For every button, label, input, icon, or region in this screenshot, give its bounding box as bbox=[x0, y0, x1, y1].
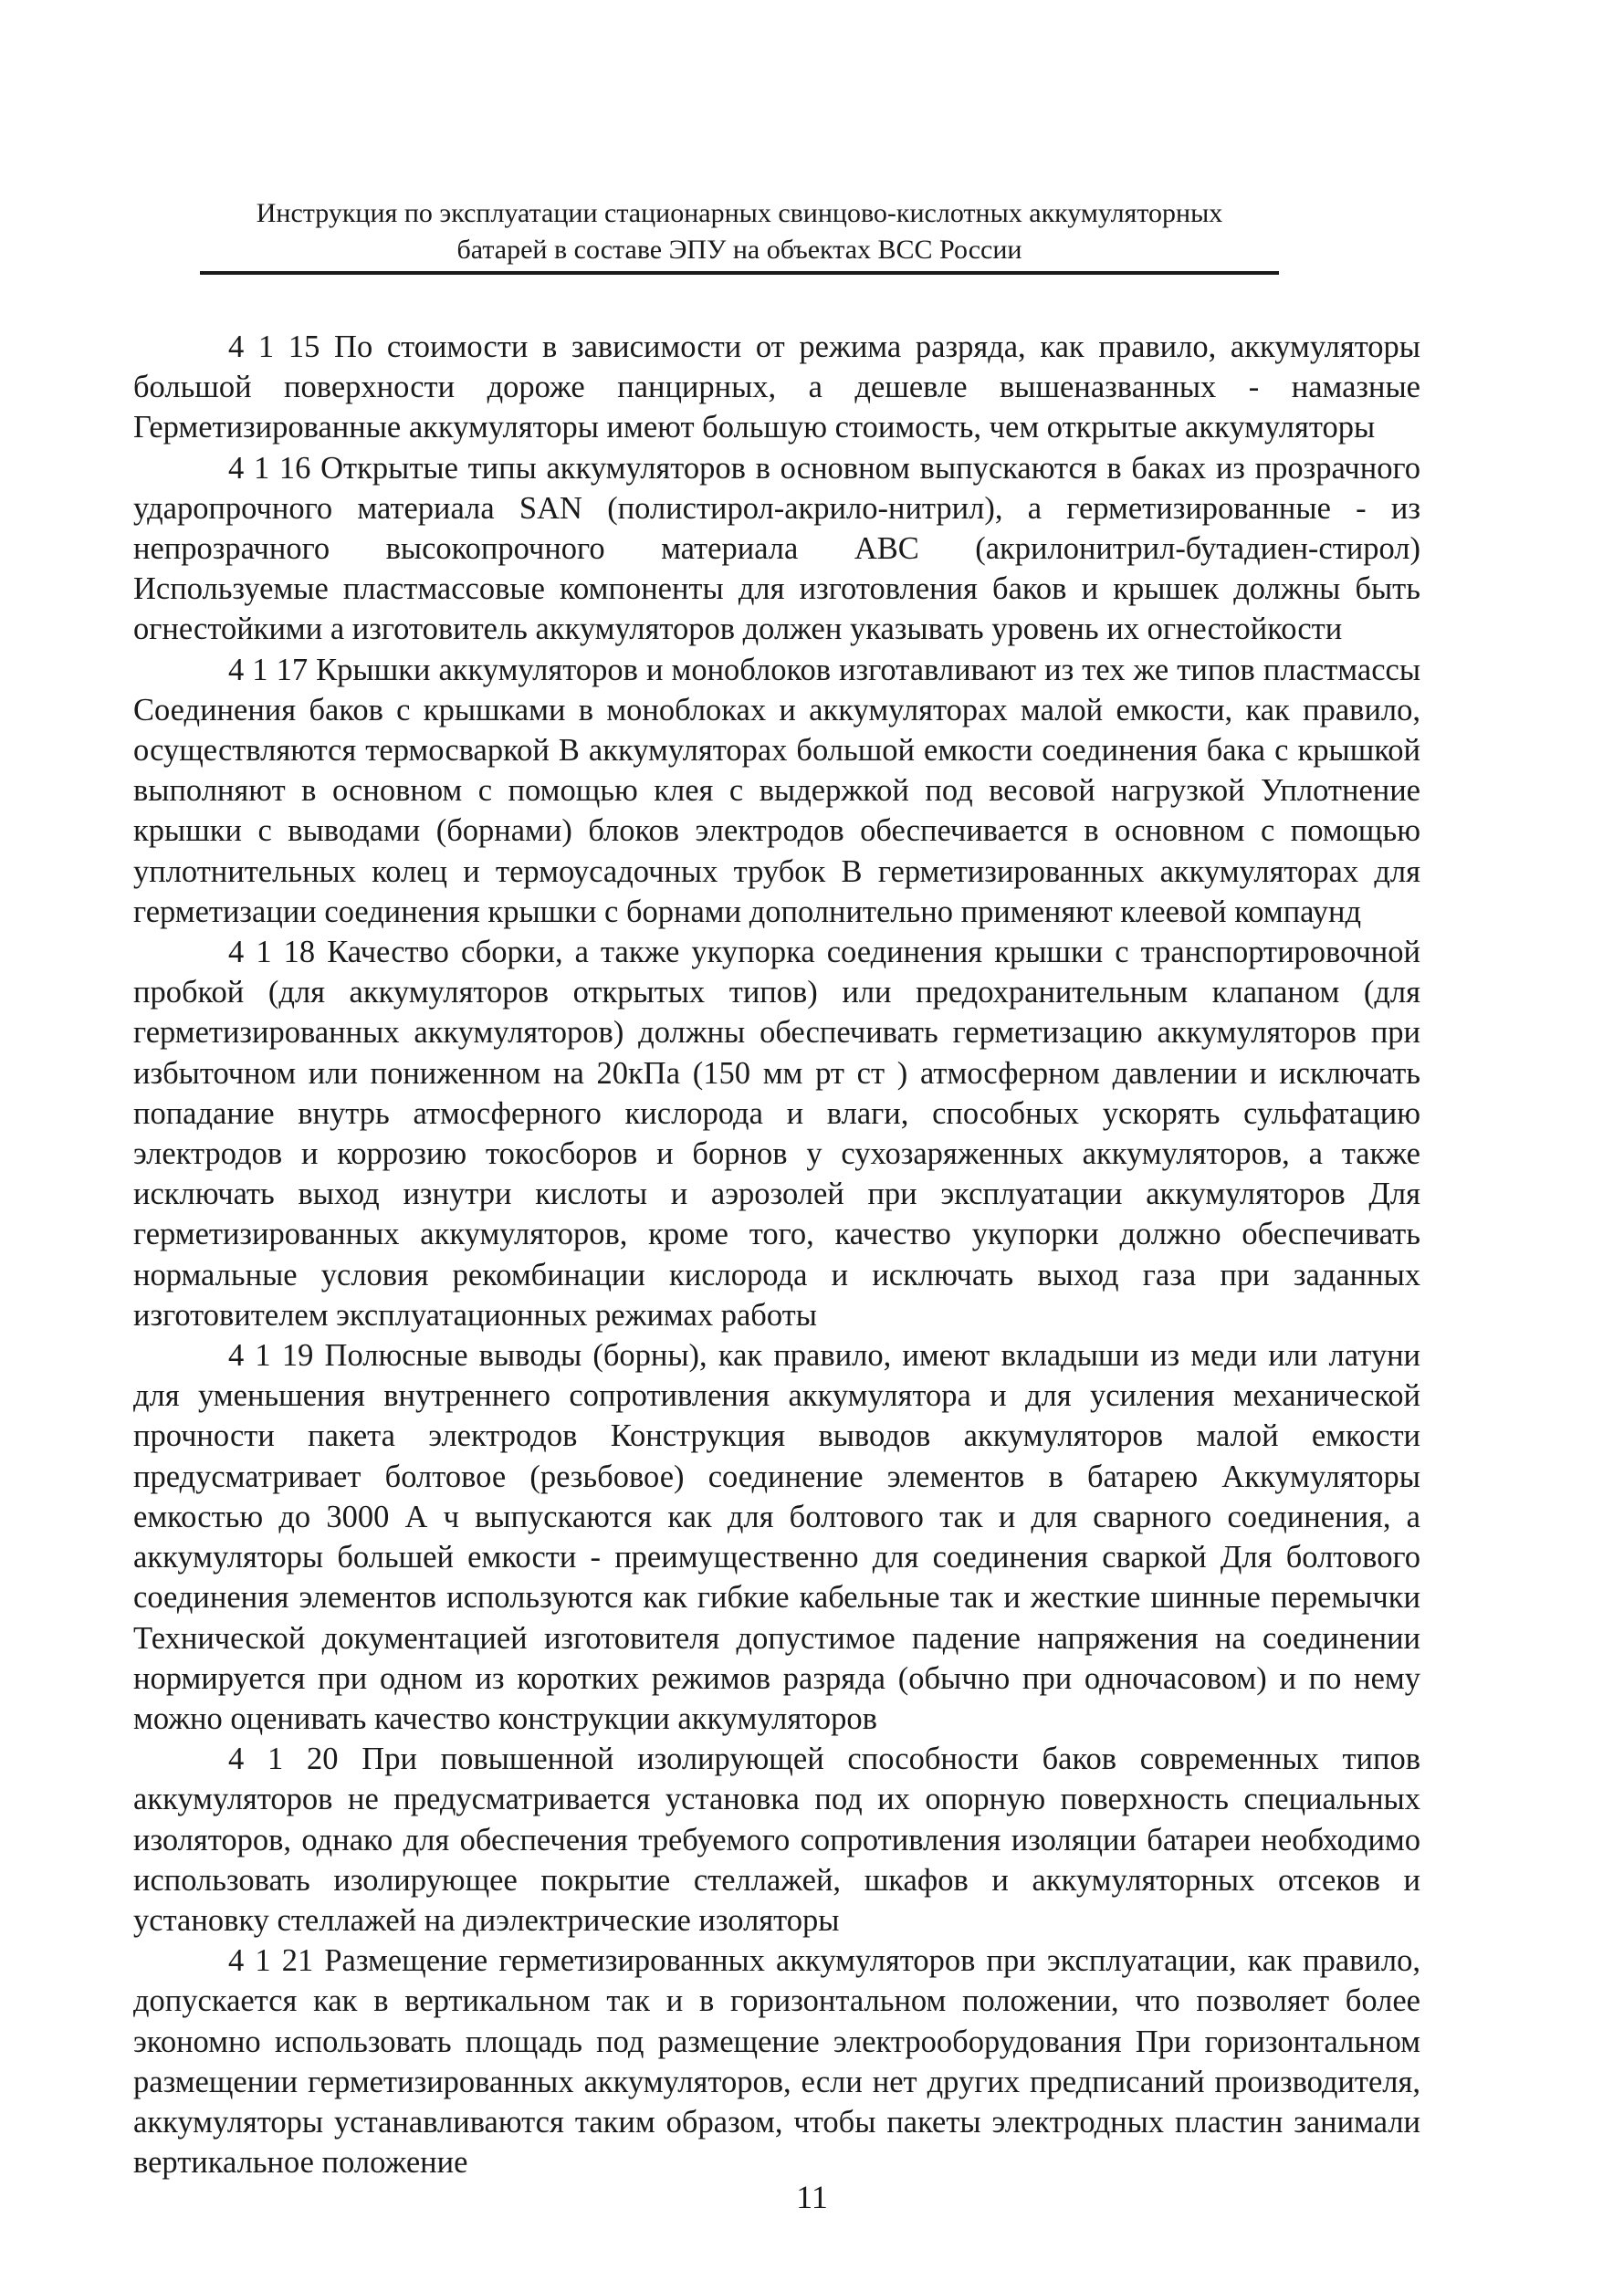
header-line-1: Инструкция по эксплуатации стационарных свинцово-кислотных аккумуляторных bbox=[256, 198, 1223, 228]
paragraph-4-1-16: 4 1 16 Открытые типы аккумуляторов в основном выпускаются в баках из прозрачного ударопрочного материала SAN (полистирол-акрило-нитрил), а герметизированные - из непрозрачного высокопрочного материала ABC (акрилонитрил-бутадиен-стирол) Используемые пластмассовые компоненты для изготовления баков и крышек должны быть огнестойкими а изготовитель аккумуляторов должен указывать уровень их огнестойкости bbox=[133, 450, 1420, 647]
page-number: 11 bbox=[796, 2179, 828, 2215]
body-text bbox=[133, 327, 1420, 2182]
paragraph-4-1-21: 4 1 21 Размещение герметизированных аккумуляторов при эксплуатации, как правило, допускается как в вертикальном так и в горизонтальном положении, что позволяет более экономно использовать площадь под размещение электрооборудования При горизонтальном размещении герметизированных аккумуляторов, если нет других предписаний производителя, аккумуляторы устанавливаются таким образом, чтобы пакеты электродных пластин занимали вертикальное положение bbox=[133, 1943, 1420, 2181]
running-header bbox=[192, 195, 1287, 268]
header-line-2: батарей в составе ЭПУ на объектах ВСС России bbox=[456, 235, 1022, 265]
paragraph-4-1-19: 4 1 19 Полюсные выводы (борны), как правило, имеют вкладыши из меди или латуни для уменьшения внутреннего сопротивления аккумулятора и для усиления механической прочности пакета электродов Конструкция выводов аккумуляторов малой емкости предусматривает болтовое (резьбовое) соединение элементов в батарею Аккумуляторы емкостью до 3000 А ч выпускаются как для болтового так и для сварного соединения, а аккумуляторы большей емкости - преимущественно для соединения сваркой Для болтового соединения элементов используются как гибкие кабельные так и жесткие шинные перемычки Технической документацией изготовителя допустимое падение напряжения на соединении нормируется при одном из коротких режимов разряда (обычно при одночасовом) и по нему можно оценивать качество конструкции аккумуляторов bbox=[133, 1338, 1420, 1736]
header-divider bbox=[200, 271, 1279, 275]
paragraph-4-1-20: 4 1 20 При повышенной изолирующей способности баков современных типов аккумуляторов не предусматривается установка под их опорную поверхность специальных изоляторов, однако для обеспечения требуемого сопротивления изоляции батареи необходимо использовать изолирующее покрытие стеллажей, шкафов и аккумуляторных отсеков и установку стеллажей на диэлектрические изоляторы bbox=[133, 1742, 1420, 1938]
paragraph-4-1-18: 4 1 18 Качество сборки, а также укупорка соединения крышки с транспортировочной пробкой (для аккумуляторов открытых типов) или предохранительным клапаном (для герметизированных аккумуляторов) должны обеспечивать герметизацию аккумуляторов при избыточном или пониженном на 20кПа (150 мм рт ст ) атмосферном давлении и исключать попадание внутрь атмосферного кислорода и влаги, способных ускорять сульфатацию электродов и коррозию токосборов и борнов у сухозаряженных аккумуляторов, а также исключать выход изнутри кислоты и аэрозолей при эксплуатации аккумуляторов Для герметизированных аккумуляторов, кроме того, качество укупорки должно обеспечивать нормальные условия рекомбинации кислорода и исключать выход газа при заданных изготовителем эксплуатационных режимах работы bbox=[133, 935, 1420, 1333]
paragraph-4-1-17: 4 1 17 Крышки аккумуляторов и моноблоков изготавливают из тех же типов пластмассы Соединения баков с крышками в моноблоках и аккумуляторах малой емкости, как правило, осуществляются термосваркой В аккумуляторах большой емкости соединения бака с крышкой выполняют в основном с помощью клея с выдержкой под весовой нагрузкой Уплотнение крышки с выводами (борнами) блоков электродов обеспечивается в основном с помощью уплотнительных колец и термоусадочных трубок В герметизированных аккумуляторах для герметизации соединения крышки с борнами дополнительно применяют клеевой компаунд bbox=[133, 652, 1420, 929]
paragraph-4-1-15: 4 1 15 По стоимости в зависимости от режима разряда, как правило, аккумуляторы большой поверхности дороже панцирных, а дешевле вышеназванных - намазные Герметизированные аккумуляторы имеют большую стоимость, чем открытые аккумуляторы bbox=[133, 330, 1420, 445]
